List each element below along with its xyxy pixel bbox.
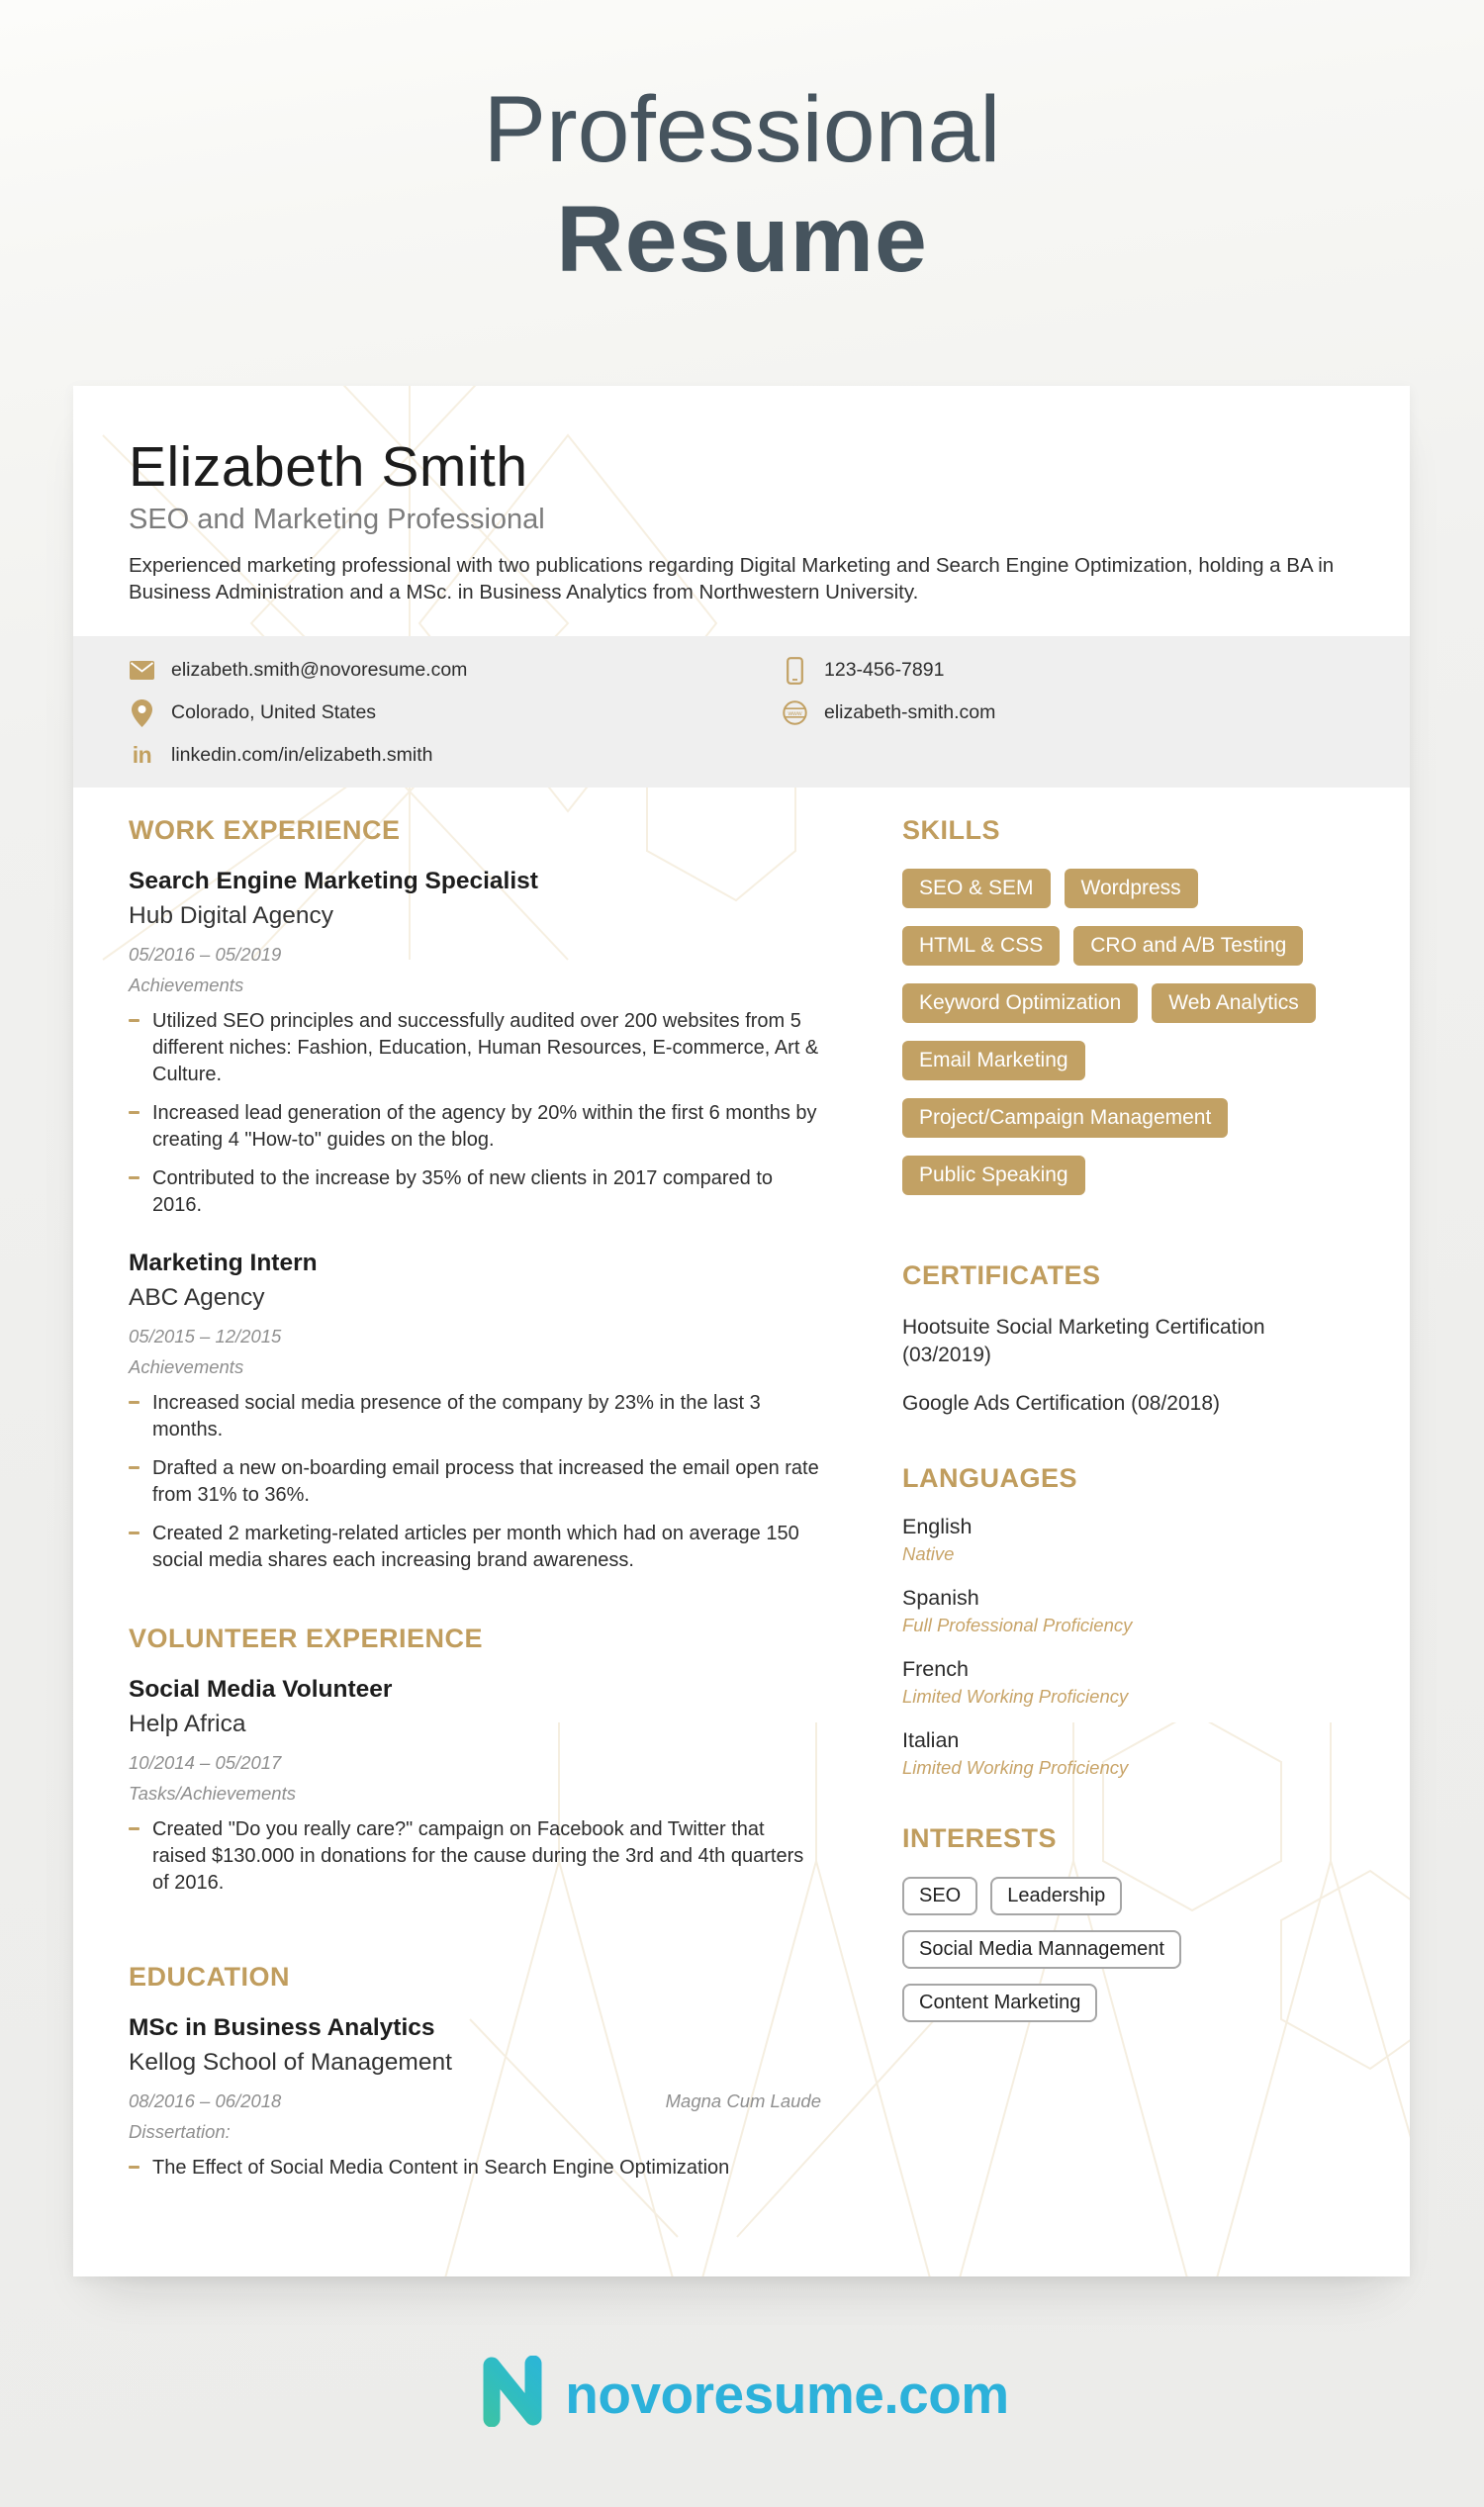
achievement-bullet: [129, 1390, 821, 1443]
education-honors: Magna Cum Laude: [665, 2090, 821, 2112]
person-summary: Experienced marketing professional with two publications regarding Digital Marketing and Search Engine Optimization, holding a BA in Business Administration and a MSc. in Business Analytics from Northwestern University.: [129, 554, 1335, 604]
job-label: Achievements: [129, 1356, 244, 1378]
contact-website-text: elizabeth-smith.com: [824, 701, 996, 724]
bullet-text: Increased social media presence of the company by 23% in the last 3 months.: [152, 1392, 761, 1441]
person-name: Elizabeth Smith: [129, 435, 528, 499]
interest-tag: SEO: [902, 1877, 977, 1915]
languages-heading: LANGUAGES: [902, 1462, 1078, 1493]
skill-tag: HTML & CSS: [902, 926, 1060, 966]
skill-tag: SEO & SEM: [902, 869, 1051, 908]
language-name: Italian: [902, 1727, 960, 1752]
certificate-item: Google Ads Certification (08/2018): [902, 1392, 1221, 1416]
job-dates: 05/2015 – 12/2015: [129, 1326, 282, 1347]
bullet-text: Created 2 marketing-related articles per month which had on average 150 social media shares each increasing brand awareness.: [152, 1523, 799, 1572]
resume-body: [73, 788, 1410, 2182]
volunteer-label: Tasks/Achievements: [129, 1783, 296, 1805]
job-company: ABC Agency: [129, 1284, 265, 1312]
bullet-text: Drafted a new on-boarding email process that increased the email open rate from 31% to 36%.: [152, 1457, 819, 1507]
interest-tag: Social Media Mannagement: [902, 1930, 1181, 1969]
page-title-line-2: Resume: [556, 186, 928, 292]
phone-icon: [782, 657, 808, 685]
left-column: [129, 813, 821, 2182]
bullet-text: Utilized SEO principles and successfully audited over 200 websites from 5 different niches: Fashion, Education, Human Resources, E-commerce, Art & Culture.: [152, 1010, 819, 1086]
svg-text:www: www: [788, 710, 802, 718]
skills-section: [902, 813, 1354, 1213]
right-column: [902, 813, 1354, 2182]
bullet-text: Created "Do you really care?" campaign on Facebook and Twitter that raised $130.000 in donations for the cause during the 3rd and 4th quarters of 2016.: [152, 1818, 804, 1895]
work-experience-section: [129, 813, 821, 1574]
skill-tag: Wordpress: [1065, 869, 1198, 908]
achievement-bullet: [129, 1100, 821, 1154]
skill-tag: Web Analytics: [1152, 983, 1316, 1023]
education-entry: [129, 2013, 821, 2182]
contact-phone-text: 123-456-7891: [824, 659, 945, 682]
brand-name[interactable]: novoresume.com: [565, 2363, 1009, 2425]
contact-location-text: Colorado, United States: [171, 701, 377, 724]
language-item: [902, 1584, 1354, 1637]
bullet-text: Contributed to the increase by 35% of new clients in 2017 compared to 2016.: [152, 1167, 774, 1217]
volunteer-experience-section: [129, 1622, 821, 1897]
achievement-bullet: [129, 1455, 821, 1509]
bullet-dash-icon: [129, 1466, 139, 1469]
job-bullets: [129, 1008, 821, 1219]
skill-tag: CRO and A/B Testing: [1073, 926, 1303, 966]
certificate-item: Hootsuite Social Marketing Certification (03/2019): [902, 1316, 1265, 1366]
contact-item-phone[interactable]: [782, 656, 995, 685]
language-name: English: [902, 1514, 973, 1538]
language-level: Limited Working Proficiency: [902, 1756, 1129, 1778]
achievement-bullet: [129, 1165, 821, 1219]
interests-heading: INTERESTS: [902, 1822, 1058, 1853]
achievement-bullet: [129, 1008, 821, 1088]
interests-section: [902, 1821, 1354, 2037]
language-level: Full Professional Proficiency: [902, 1614, 1133, 1635]
interest-tag: Content Marketing: [902, 1984, 1097, 2022]
volunteer-bullets: [129, 1816, 821, 1897]
bullet-dash-icon: [129, 1111, 139, 1114]
resume-header: [73, 386, 1410, 605]
contact-column-right: [782, 656, 995, 770]
achievement-bullet: [129, 2155, 821, 2182]
footer: [0, 2356, 1484, 2432]
resume-card: [73, 386, 1410, 2276]
achievement-bullet: [129, 1816, 821, 1897]
contact-column-left: [129, 656, 782, 770]
skill-tag: Project/Campaign Management: [902, 1098, 1228, 1138]
volunteer-organization: Help Africa: [129, 1711, 246, 1738]
bullet-dash-icon: [129, 1176, 139, 1179]
skills-heading: SKILLS: [902, 815, 1001, 846]
certificates-heading: CERTIFICATES: [902, 1260, 1101, 1291]
bullet-dash-icon: [129, 1401, 139, 1404]
job-title: Marketing Intern: [129, 1250, 318, 1277]
volunteer-entry: [129, 1675, 821, 1897]
education-dates: 08/2016 – 06/2018: [129, 2090, 282, 2112]
language-name: Spanish: [902, 1585, 979, 1610]
bullet-dash-icon: [129, 1827, 139, 1830]
contact-email-text: elizabeth.smith@novoresume.com: [171, 659, 468, 682]
job-bullets: [129, 1390, 821, 1574]
education-label: Dissertation:: [129, 2121, 231, 2143]
contact-item-website[interactable]: [782, 698, 995, 727]
globe-icon: [782, 700, 808, 725]
work-experience-heading: WORK EXPERIENCE: [129, 815, 401, 846]
skill-tag: Keyword Optimization: [902, 983, 1138, 1023]
bullet-text: The Effect of Social Media Content in Search Engine Optimization: [152, 2157, 730, 2180]
education-heading: EDUCATION: [129, 1962, 290, 1993]
school-name: Kellog School of Management: [129, 2049, 452, 2077]
language-level: Limited Working Proficiency: [902, 1685, 1129, 1707]
contact-bar: [73, 636, 1410, 788]
job-label: Achievements: [129, 975, 244, 996]
interests-tags: [902, 1877, 1354, 2037]
achievement-bullet: [129, 1521, 821, 1574]
degree-title: MSc in Business Analytics: [129, 2014, 435, 2042]
job-title: Search Engine Marketing Specialist: [129, 868, 538, 895]
job-company: Hub Digital Agency: [129, 902, 334, 930]
skill-tag: Email Marketing: [902, 1041, 1085, 1080]
job-entry: [129, 1249, 821, 1574]
contact-item-linkedin[interactable]: [129, 741, 782, 770]
page-title: [0, 77, 1484, 292]
languages-section: [902, 1461, 1354, 1780]
language-item: [902, 1655, 1354, 1709]
bullet-dash-icon: [129, 1532, 139, 1534]
language-item: [902, 1726, 1354, 1780]
job-dates: 05/2016 – 05/2019: [129, 944, 282, 966]
contact-linkedin-text: linkedin.com/in/elizabeth.smith: [171, 744, 433, 767]
linkedin-icon: in: [132, 742, 152, 769]
bullet-dash-icon: [129, 2166, 139, 2169]
volunteer-dates: 10/2014 – 05/2017: [129, 1752, 282, 1774]
page-title-line-1: Professional: [483, 77, 1001, 182]
contact-item-email[interactable]: [129, 656, 782, 685]
person-job-title: SEO and Marketing Professional: [129, 504, 545, 535]
interest-tag: Leadership: [990, 1877, 1122, 1915]
certificates-section: [902, 1258, 1354, 1418]
education-bullets: [129, 2155, 821, 2182]
job-entry: [129, 867, 821, 1219]
bullet-text: Increased lead generation of the agency by 20% within the first 6 months by creating 4 "How-to" guides on the blog.: [152, 1102, 817, 1152]
language-name: French: [902, 1656, 969, 1681]
location-pin-icon: [129, 699, 155, 727]
volunteer-heading: VOLUNTEER EXPERIENCE: [129, 1624, 484, 1654]
language-level: Native: [902, 1542, 955, 1564]
language-item: [902, 1513, 1354, 1566]
mail-icon: [129, 661, 155, 680]
education-section: [129, 1960, 821, 2182]
bullet-dash-icon: [129, 1019, 139, 1022]
skill-tag: Public Speaking: [902, 1156, 1085, 1195]
novoresume-logo-icon[interactable]: [475, 2356, 550, 2432]
contact-item-location[interactable]: [129, 698, 782, 727]
volunteer-title: Social Media Volunteer: [129, 1676, 393, 1704]
skills-tags: [902, 869, 1354, 1213]
